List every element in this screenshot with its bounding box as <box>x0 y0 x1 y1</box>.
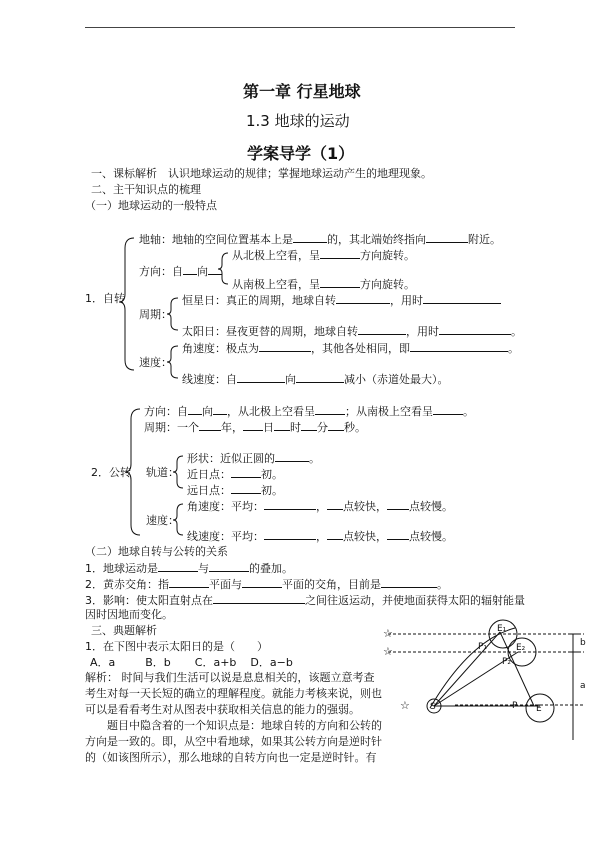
speed-label: 速度： <box>139 356 172 369</box>
rotation-brace <box>119 238 134 370</box>
chapter-title: 第一章 行星地球 <box>243 82 361 101</box>
sun-to-e1 <box>434 632 500 706</box>
period-label: 周期： <box>139 308 172 321</box>
subheading-relation: （二）地球自转与公转的关系 <box>85 545 228 558</box>
relation-3: 3．影响：使太阳直射点在 之间往返运动，并使地面获得太阳的辐射能量 <box>85 594 525 607</box>
guide-title: 学案导学（1） <box>247 144 355 163</box>
orbit-brace <box>173 456 183 488</box>
star-icon-mid: ☆ <box>383 645 393 658</box>
solar-day-line: 太阳日：昼夜更替的周期，地球自转 ，用时 。 <box>182 325 522 338</box>
explanation-line-3: 可以是看看考生对从图表中获取相关信息的能力的强弱。 <box>85 703 360 716</box>
star-icon-bottom: ☆ <box>400 699 410 712</box>
example-heading: 三、典题解析 <box>91 624 157 637</box>
direction-brace <box>218 253 228 284</box>
main-points-heading: 二、主干知识点的梳理 <box>91 183 201 196</box>
period-brace <box>167 298 178 330</box>
question-options: A．a B．b C．a+b D．a−b <box>90 656 293 669</box>
linear-speed-line: 线速度：自 向 减小（赤道处最大）。 <box>182 373 449 386</box>
label-E1: E₁ <box>497 624 507 634</box>
label-P: P <box>512 701 518 711</box>
direction-line: 方向：自 向 <box>139 263 222 279</box>
question-1: 1．在下图中表示太阳日的是（ ） <box>85 640 268 653</box>
explanation-line-5: 方向是一致的。即，从空中看地球，如果其公转方向是逆时针 <box>85 735 382 748</box>
explanation-line-2: 考生对每一天长短的确立的理解程度。就能力考核来说，则也 <box>85 687 382 700</box>
aphelion-line: 远日点： 初。 <box>187 484 283 497</box>
rev-period-line: 周期：一个 年， 日 时 分 秒。 <box>144 421 366 434</box>
label-b: b <box>580 638 586 648</box>
label-a: a <box>580 681 586 691</box>
orbit-shape-line: 形状：近似正圆的 。 <box>187 452 320 465</box>
label-E: E <box>536 704 542 714</box>
label-E2: E₂ <box>516 643 526 653</box>
south-view-line: 从南极上空看，呈 方向旋转。 <box>232 278 415 291</box>
label-S: S <box>430 702 436 712</box>
label-P2: P₂ <box>502 657 512 667</box>
north-view-line: 从北极上空看，呈 方向旋转。 <box>232 249 415 262</box>
relation-2: 2．黄赤交角：指 平面与 平面的交角，目前是 。 <box>85 578 448 591</box>
axis-line: 地轴：地轴的空间位置基本上是 的，其北端始终指向 附近。 <box>139 233 501 246</box>
standards-line: 一、课标解析 认识地球运动的规律；掌握地球运动产生的地理现象。 <box>91 167 432 180</box>
explanation-line-4: 题目中隐含着的一个知识点是：地球自转的方向和公转的 <box>85 719 382 732</box>
sidereal-day-line: 恒星日：真正的周期，地球自转 ，用时 <box>182 292 501 308</box>
angular-speed-line: 角速度：极点为 ，其他各处相同，即 。 <box>182 342 519 355</box>
section-title: 1.3 地球的运动 <box>246 112 350 130</box>
explanation-line-1: 解析： 时间与我们生活可以说是息息相关的，该题立意考查 <box>85 671 375 684</box>
relation-3-cont: 因时因地而变化。 <box>85 608 173 621</box>
explanation-line-6: 的（如该图所示），那么地球的自转方向也一定是逆时针。有 <box>85 751 377 764</box>
figure-labels <box>383 624 586 714</box>
perihelion-line: 近日点： 初。 <box>187 468 283 481</box>
solar-day-figure <box>388 620 584 740</box>
rev-angular-speed-line: 角速度：平均： ， 点较快， 点较慢。 <box>187 500 453 513</box>
speed-brace <box>167 346 178 378</box>
revolution-brace <box>125 409 140 535</box>
revolution-label: 2．公转 <box>91 466 131 479</box>
rev-direction-line: 方向：自 向 ，从北极上空看呈 ；从南极上空看呈 。 <box>144 405 474 418</box>
relation-1: 1．地球运动是 与 的叠加。 <box>85 562 293 575</box>
orbit-label: 轨道： <box>146 466 179 479</box>
rev-speed-brace <box>173 504 183 535</box>
rotation-label: 1．自转 <box>85 292 125 305</box>
subheading-general: （一）地球运动的一般特点 <box>85 199 217 212</box>
star-icon-top: ☆ <box>383 627 393 640</box>
rev-linear-speed-line: 线速度：平均： ， 点较快， 点较慢。 <box>187 530 453 543</box>
rev-speed-label: 速度： <box>146 514 179 527</box>
label-P1: P₁ <box>478 642 488 652</box>
